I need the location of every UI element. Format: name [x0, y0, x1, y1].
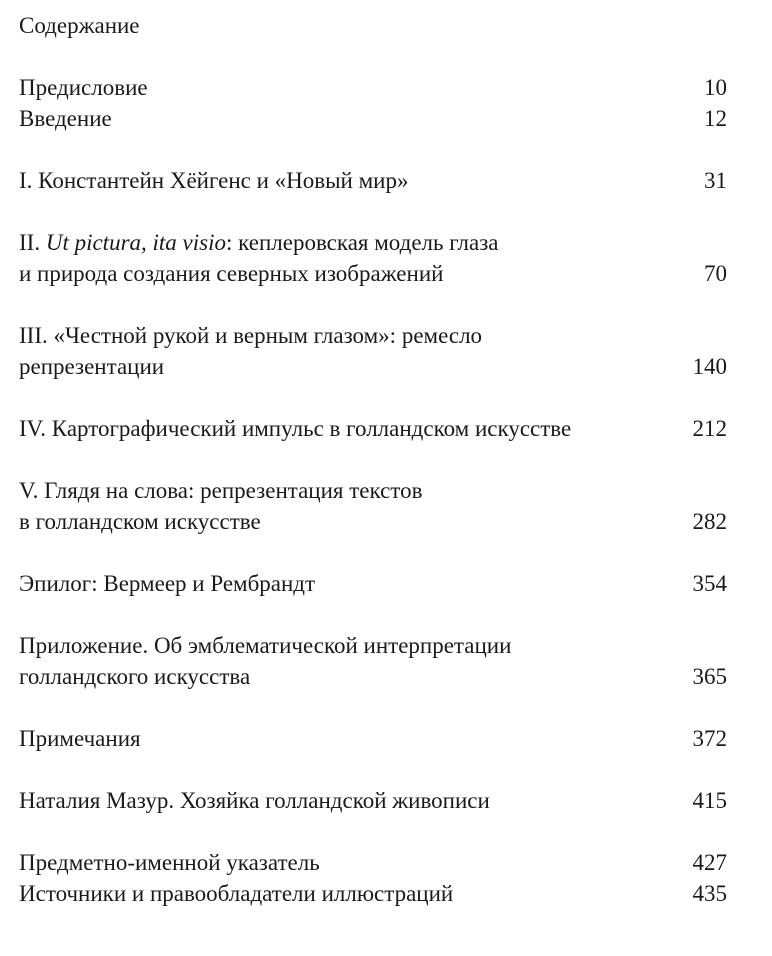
- toc-entry: [19, 320, 727, 382]
- toc-entry: [19, 847, 727, 878]
- toc-entry-page-number: 427: [692, 850, 727, 875]
- toc-entry: [19, 475, 727, 537]
- toc-entry-page-number: 31: [704, 168, 727, 193]
- toc-entry: [19, 630, 727, 692]
- toc-entry-page-number: 140: [692, 354, 727, 379]
- toc-entry-page-number: 365: [692, 664, 727, 689]
- toc-entry: [19, 878, 727, 909]
- toc-entry-title-text: : кеплеровская модель глаза и природа создания северных изображений: [19, 230, 499, 286]
- toc-entry: [19, 103, 727, 134]
- toc-entry-title-text: Наталия Мазур. Хозяйка голландской живописи: [19, 788, 490, 813]
- toc-entry-page-number: 282: [692, 509, 727, 534]
- toc-entry: [19, 227, 727, 289]
- toc-entry-title-text: Примечания: [19, 726, 141, 751]
- toc-entry-title-text: I. Константейн Хёйгенс и «Новый мир»: [19, 168, 409, 193]
- toc-entry-title-text: Предисловие: [19, 75, 148, 100]
- toc-entry: [19, 72, 727, 103]
- toc-entry-title: [19, 475, 687, 537]
- toc-entry: [19, 785, 727, 816]
- toc-entry-page-number: 435: [692, 881, 727, 906]
- toc-entry-title-text: Введение: [19, 106, 112, 131]
- toc-entry-page-number: 415: [692, 788, 727, 813]
- toc-entry-title: [19, 630, 687, 692]
- toc-entry-title-text: III. «Честной рукой и верным глазом»: ремесло репрезентации: [19, 323, 483, 379]
- toc-entry-title-prefix: II.: [19, 230, 46, 255]
- toc-entry-title-text: Приложение. Об эмблематической интерпретации голландского искусства: [19, 633, 512, 689]
- toc-entry-title: [19, 165, 687, 196]
- toc-entry-title: [19, 785, 687, 816]
- toc-entry-title-text: Предметно-именной указатель: [19, 850, 320, 875]
- toc-entry-title-text: V. Глядя на слова: репрезентация текстов в голландском искусстве: [19, 478, 423, 534]
- toc-entry-page-number: 10: [704, 75, 727, 100]
- toc-page: [19, 10, 727, 909]
- toc-entry-title: [19, 320, 687, 382]
- toc-entry-title: [19, 413, 687, 444]
- toc-entry-title: [19, 227, 687, 289]
- toc-entry-title: [19, 723, 687, 754]
- toc-entry: [19, 165, 727, 196]
- toc-list: [19, 72, 727, 909]
- toc-entry-title: [19, 103, 687, 134]
- toc-heading: Содержание: [19, 13, 140, 38]
- toc-entry: [19, 413, 727, 444]
- toc-entry-page-number: 372: [692, 726, 727, 751]
- toc-entry-title-text: Эпилог: Вермеер и Рембрандт: [19, 571, 316, 596]
- toc-entry-title: [19, 72, 687, 103]
- toc-entry-title: [19, 568, 687, 599]
- toc-entry: [19, 568, 727, 599]
- toc-entry-page-number: 354: [692, 571, 727, 596]
- toc-entry-page-number: 212: [692, 416, 727, 441]
- toc-entry-title-italic: Ut pictura, ita visio: [45, 230, 226, 255]
- toc-entry-page-number: 12: [704, 106, 727, 131]
- toc-entry-title-text: Источники и правообладатели иллюстраций: [19, 881, 454, 906]
- toc-entry-title: [19, 878, 687, 909]
- toc-entry-title: [19, 847, 687, 878]
- toc-entry-page-number: 70: [704, 261, 727, 286]
- toc-entry: [19, 723, 727, 754]
- toc-entry-title-text: IV. Картографический импульс в голландском искусстве: [19, 416, 572, 441]
